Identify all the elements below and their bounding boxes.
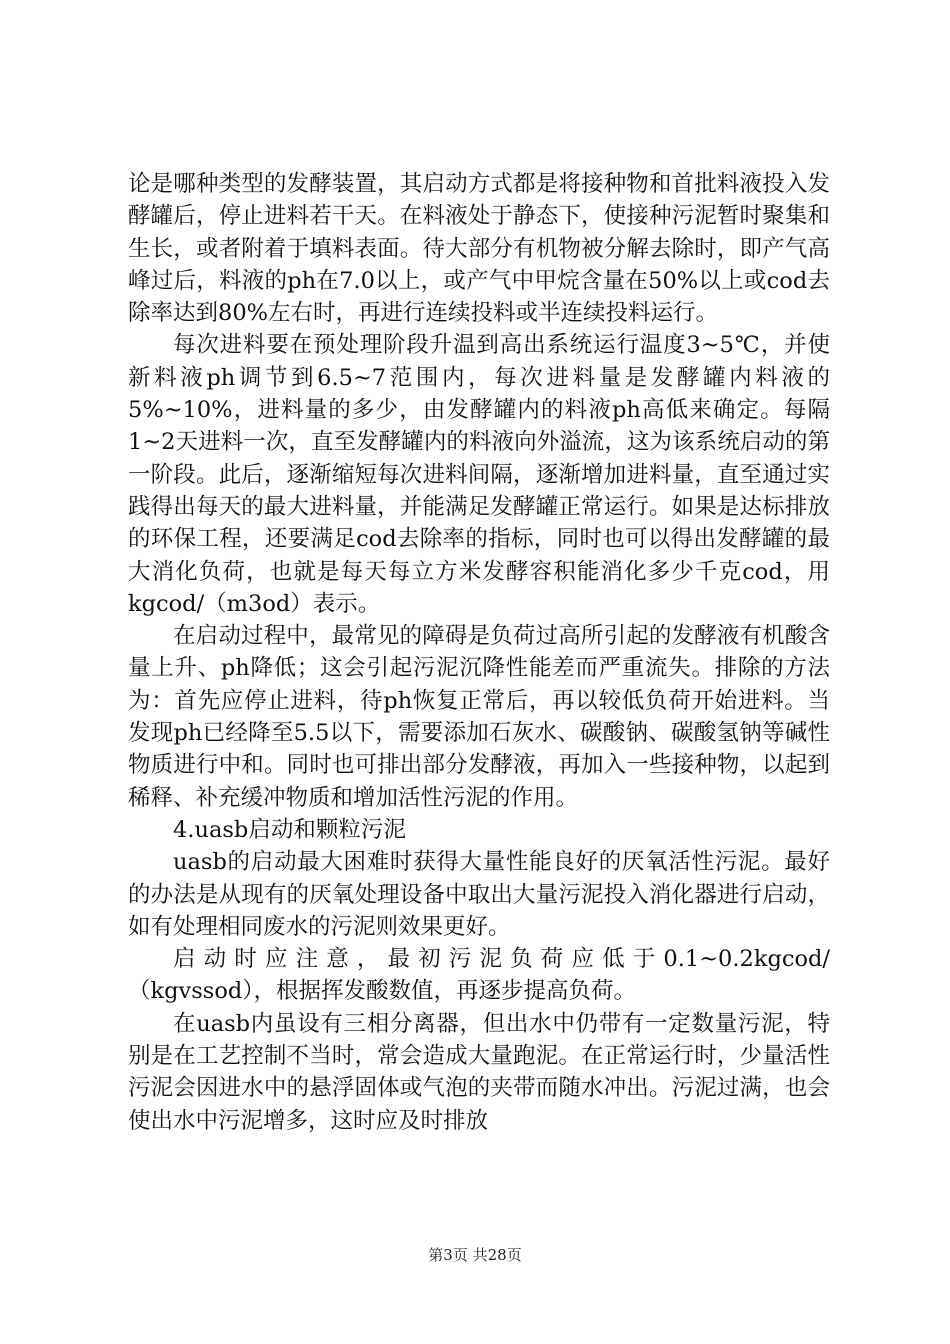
section-heading-uasb: 4.uasb启动和颗粒污泥 — [173, 816, 406, 843]
paragraph-continuation: 论是哪种类型的发酵装置，其启动方式都是将接种物和首批料液投入发酵罐后，停止进料若干天。在料液处于静态下，使接种污泥暂时聚集和生长，或者附着于填料表面。待大部分有机物被分解去除时，即产气高峰过后，料液的ph在7.0以上，或产气中甲烷含量在50%以上或cod去除率达到80%左右时，再进行连续投料或半连续投料运行。 — [128, 171, 830, 327]
paragraph-three-phase-separator: 在uasb内虽设有三相分离器，但出水中仍带有一定数量污泥，特别是在工艺控制不当时，常会造成大量跑泥。在正常运行时，少量活性污泥会因进水中的悬浮固体或气泡的夹带而随水冲出。污泥过满，也会使出水中污泥增多，这时应及时排放 — [128, 1010, 830, 1134]
paragraph-feeding: 每次进料要在预处理阶段升温到高出系统运行温度3~5℃，并使新料液ph调节到6.5~7范围内，每次进料量是发酵罐内料液的5%~10%，进料量的多少，由发酵罐内的料液ph高低来确定。每隔1~2天进料一次，直至发酵罐内的料液向外溢流，这为该系统启动的第一阶段。此后，逐渐缩短每次进料间隔，逐渐增加进料量，直至通过实践得出每天的最大进料量，并能满足发酵罐正常运行。如果是达标排放的环保工程，还要满足cod去除率的指标，同时也可以得出发酵罐的最大消化负荷，也就是每天每立方米发酵容积能消化多少千克cod，用kgcod/（m3od）表示。 — [128, 332, 830, 617]
paragraph-startup-load: 启动时应注意，最初污泥负荷应低于0.1~0.2kgcod/（kgvssod），根据挥发酸数值，再逐步提高负荷。 — [128, 946, 830, 1005]
paragraph-startup-obstacles: 在启动过程中，最常见的障碍是负荷过高所引起的发酵液有机酸含量上升、ph降低；这会引起污泥沉降性能差而严重流失。排除的方法为：首先应停止进料，待ph恢复正常后，再以较低负荷开始进料。当发现ph已经降至5.5以下，需要添加石灰水、碳酸钠、碳酸氢钠等碱性物质进行中和。同时也可排出部分发酵液，再加入一些接种物，以起到稀释、补充缓冲物质和增加活性污泥的作用。 — [128, 623, 830, 811]
page-footer: 第3页 共28页 — [428, 1246, 522, 1264]
document-body — [128, 168, 830, 1137]
paragraph-uasb-sludge: uasb的启动最大困难时获得大量性能良好的厌氧活性污泥。最好的办法是从现有的厌氧处理设备中取出大量污泥投入消化器进行启动，如有处理相同废水的污泥则效果更好。 — [128, 849, 830, 940]
